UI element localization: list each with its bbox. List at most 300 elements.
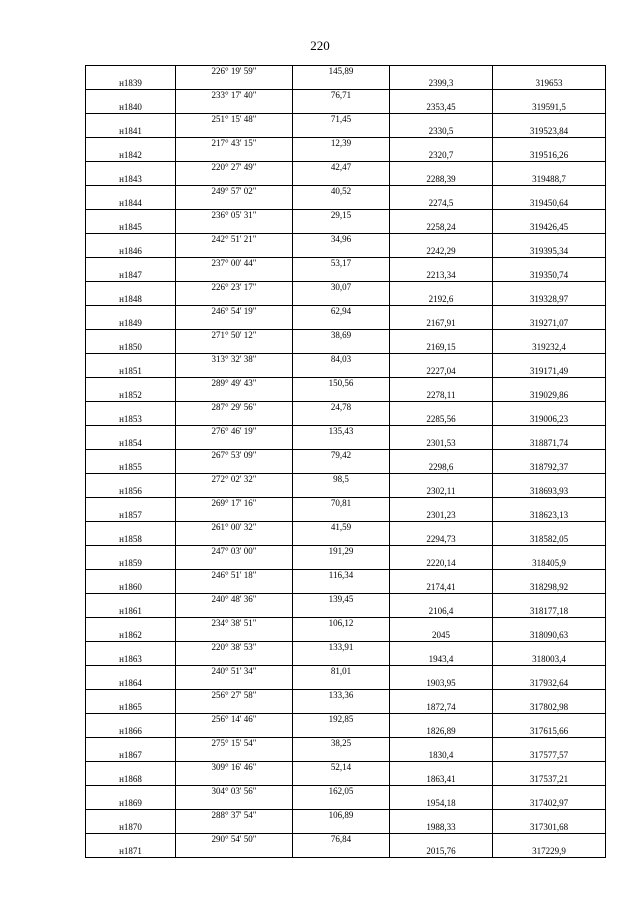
- y-coordinate-cell: [493, 762, 606, 774]
- x-coordinate-cell: [390, 354, 493, 366]
- point-cell: [86, 138, 176, 150]
- y-coordinate-cell: [493, 450, 606, 462]
- page-number: 220: [310, 38, 330, 53]
- x-coordinate-cell: [390, 306, 493, 318]
- length-cell: 70,81: [293, 498, 390, 510]
- length-cell: 106,89: [293, 810, 390, 822]
- table-row: [86, 414, 606, 426]
- length-cell: 38,69: [293, 330, 390, 342]
- length-cell: 192,85: [293, 714, 390, 726]
- point-cell: [86, 666, 176, 678]
- length-cell: [293, 510, 390, 522]
- point-cell: н1849: [86, 318, 176, 330]
- x-coordinate-cell: [390, 450, 493, 462]
- y-coordinate-cell: 319516,26: [493, 150, 606, 162]
- length-cell: 42,47: [293, 162, 390, 174]
- point-cell: н1852: [86, 390, 176, 402]
- y-coordinate-cell: 318090,63: [493, 630, 606, 642]
- x-coordinate-cell: [390, 162, 493, 174]
- table-row: [86, 558, 606, 570]
- angle-cell: 287° 29' 56": [176, 402, 293, 414]
- point-cell: н1867: [86, 750, 176, 762]
- x-coordinate-cell: 1863,41: [390, 774, 493, 786]
- length-cell: 30,07: [293, 282, 390, 294]
- x-coordinate-cell: 2274,5: [390, 198, 493, 210]
- length-cell: 135,43: [293, 426, 390, 438]
- y-coordinate-cell: [493, 234, 606, 246]
- y-coordinate-cell: 317932,64: [493, 678, 606, 690]
- angle-cell: 233° 17' 40": [176, 90, 293, 102]
- length-cell: 62,94: [293, 306, 390, 318]
- point-cell: н1848: [86, 294, 176, 306]
- x-coordinate-cell: [390, 426, 493, 438]
- table-row: [86, 378, 606, 390]
- x-coordinate-cell: 2045: [390, 630, 493, 642]
- x-coordinate-cell: [390, 498, 493, 510]
- length-cell: 41,59: [293, 522, 390, 534]
- table-row: [86, 234, 606, 246]
- point-cell: н1850: [86, 342, 176, 354]
- table-row: [86, 270, 606, 282]
- x-coordinate-cell: 2258,24: [390, 222, 493, 234]
- angle-cell: 313° 32' 38": [176, 354, 293, 366]
- table-row: [86, 90, 606, 102]
- x-coordinate-cell: [390, 690, 493, 702]
- angle-cell: 304° 03' 56": [176, 786, 293, 798]
- length-cell: [293, 270, 390, 282]
- table-row: [86, 198, 606, 210]
- table-row: [86, 222, 606, 234]
- angle-cell: [176, 126, 293, 138]
- x-coordinate-cell: [390, 114, 493, 126]
- point-cell: н1858: [86, 534, 176, 546]
- y-coordinate-cell: [493, 330, 606, 342]
- point-cell: н1860: [86, 582, 176, 594]
- angle-cell: [176, 510, 293, 522]
- length-cell: [293, 246, 390, 258]
- y-coordinate-cell: [493, 570, 606, 582]
- angle-cell: 240° 51' 34": [176, 666, 293, 678]
- angle-cell: [176, 606, 293, 618]
- angle-cell: 226° 19' 59": [176, 66, 293, 78]
- y-coordinate-cell: [493, 690, 606, 702]
- angle-cell: 271° 50' 12": [176, 330, 293, 342]
- y-coordinate-cell: [493, 258, 606, 270]
- table-row: [86, 426, 606, 438]
- table-row: [86, 450, 606, 462]
- x-coordinate-cell: [390, 594, 493, 606]
- length-cell: [293, 774, 390, 786]
- angle-cell: [176, 438, 293, 450]
- angle-cell: 226° 23' 17": [176, 282, 293, 294]
- length-cell: [293, 798, 390, 810]
- angle-cell: [176, 318, 293, 330]
- y-coordinate-cell: 317402,97: [493, 798, 606, 810]
- angle-cell: [176, 462, 293, 474]
- y-coordinate-cell: 318298,92: [493, 582, 606, 594]
- x-coordinate-cell: 2174,41: [390, 582, 493, 594]
- table-row: [86, 330, 606, 342]
- x-coordinate-cell: 2320,7: [390, 150, 493, 162]
- table-row: [86, 162, 606, 174]
- point-cell: [86, 426, 176, 438]
- point-cell: [86, 594, 176, 606]
- angle-cell: 275° 15' 54": [176, 738, 293, 750]
- x-coordinate-cell: 2220,14: [390, 558, 493, 570]
- point-cell: н1869: [86, 798, 176, 810]
- table-row: [86, 486, 606, 498]
- angle-cell: 290° 54' 50": [176, 834, 293, 846]
- length-cell: 139,45: [293, 594, 390, 606]
- x-coordinate-cell: [390, 330, 493, 342]
- y-coordinate-cell: 318582,05: [493, 534, 606, 546]
- angle-cell: [176, 654, 293, 666]
- point-cell: [86, 162, 176, 174]
- x-coordinate-cell: 2278,11: [390, 390, 493, 402]
- length-cell: [293, 198, 390, 210]
- table-row: [86, 294, 606, 306]
- angle-cell: 261° 00' 32": [176, 522, 293, 534]
- x-coordinate-cell: 2167,91: [390, 318, 493, 330]
- length-cell: 98,5: [293, 474, 390, 486]
- point-cell: [86, 282, 176, 294]
- x-coordinate-cell: [390, 378, 493, 390]
- x-coordinate-cell: 2106,4: [390, 606, 493, 618]
- length-cell: 24,78: [293, 402, 390, 414]
- y-coordinate-cell: 317802,98: [493, 702, 606, 714]
- table-row: [86, 822, 606, 834]
- angle-cell: [176, 486, 293, 498]
- x-coordinate-cell: 2288,39: [390, 174, 493, 186]
- table-row: [86, 438, 606, 450]
- table-row: [86, 714, 606, 726]
- table-row: [86, 798, 606, 810]
- length-cell: 162,05: [293, 786, 390, 798]
- y-coordinate-cell: 319171,49: [493, 366, 606, 378]
- x-coordinate-cell: [390, 258, 493, 270]
- length-cell: [293, 606, 390, 618]
- x-coordinate-cell: [390, 642, 493, 654]
- point-cell: [86, 522, 176, 534]
- table-row: [86, 66, 606, 78]
- table-row: [86, 750, 606, 762]
- angle-cell: 236° 05' 31": [176, 210, 293, 222]
- point-cell: [86, 618, 176, 630]
- table-row: [86, 246, 606, 258]
- y-coordinate-cell: 319232,4: [493, 342, 606, 354]
- length-cell: [293, 294, 390, 306]
- y-coordinate-cell: [493, 738, 606, 750]
- table-row: [86, 366, 606, 378]
- x-coordinate-cell: 2227,04: [390, 366, 493, 378]
- table-row: [86, 726, 606, 738]
- length-cell: [293, 318, 390, 330]
- length-cell: [293, 366, 390, 378]
- length-cell: 191,29: [293, 546, 390, 558]
- y-coordinate-cell: 318177,18: [493, 606, 606, 618]
- y-coordinate-cell: [493, 402, 606, 414]
- x-coordinate-cell: [390, 186, 493, 198]
- angle-cell: 256° 27' 58": [176, 690, 293, 702]
- table-row: [86, 306, 606, 318]
- y-coordinate-cell: 317229,9: [493, 846, 606, 858]
- point-cell: [86, 306, 176, 318]
- angle-cell: 217° 43' 15": [176, 138, 293, 150]
- y-coordinate-cell: [493, 522, 606, 534]
- table-row: [86, 606, 606, 618]
- x-coordinate-cell: 1903,95: [390, 678, 493, 690]
- x-coordinate-cell: 2015,76: [390, 846, 493, 858]
- length-cell: [293, 846, 390, 858]
- length-cell: [293, 702, 390, 714]
- length-cell: [293, 126, 390, 138]
- length-cell: [293, 390, 390, 402]
- x-coordinate-cell: [390, 474, 493, 486]
- table-row: [86, 114, 606, 126]
- point-cell: [86, 810, 176, 822]
- angle-cell: [176, 774, 293, 786]
- point-cell: н1871: [86, 846, 176, 858]
- x-coordinate-cell: 2285,56: [390, 414, 493, 426]
- point-cell: н1859: [86, 558, 176, 570]
- angle-cell: [176, 246, 293, 258]
- y-coordinate-cell: [493, 786, 606, 798]
- point-cell: [86, 450, 176, 462]
- table-row: [86, 678, 606, 690]
- table-row: [86, 738, 606, 750]
- point-cell: н1842: [86, 150, 176, 162]
- point-cell: н1868: [86, 774, 176, 786]
- y-coordinate-cell: 318693,93: [493, 486, 606, 498]
- table-row: [86, 594, 606, 606]
- angle-cell: 309° 16' 46": [176, 762, 293, 774]
- point-cell: н1844: [86, 198, 176, 210]
- point-cell: [86, 330, 176, 342]
- y-coordinate-cell: 319450,64: [493, 198, 606, 210]
- y-coordinate-cell: [493, 546, 606, 558]
- table-row: [86, 318, 606, 330]
- x-coordinate-cell: 1826,89: [390, 726, 493, 738]
- angle-cell: 267° 53' 09": [176, 450, 293, 462]
- y-coordinate-cell: 318623,13: [493, 510, 606, 522]
- table-row: [86, 666, 606, 678]
- table-row: [86, 282, 606, 294]
- angle-cell: [176, 726, 293, 738]
- angle-cell: 234° 38' 51": [176, 618, 293, 630]
- length-cell: 29,15: [293, 210, 390, 222]
- table-row: [86, 570, 606, 582]
- table-row: [86, 78, 606, 90]
- y-coordinate-cell: 318871,74: [493, 438, 606, 450]
- point-cell: н1843: [86, 174, 176, 186]
- x-coordinate-cell: [390, 786, 493, 798]
- y-coordinate-cell: [493, 186, 606, 198]
- y-coordinate-cell: [493, 282, 606, 294]
- angle-cell: [176, 342, 293, 354]
- x-coordinate-cell: [390, 618, 493, 630]
- table-row: [86, 534, 606, 546]
- point-cell: [86, 402, 176, 414]
- table-row: [86, 126, 606, 138]
- point-cell: н1864: [86, 678, 176, 690]
- x-coordinate-cell: [390, 570, 493, 582]
- point-cell: [86, 786, 176, 798]
- y-coordinate-cell: 319395,34: [493, 246, 606, 258]
- length-cell: [293, 78, 390, 90]
- length-cell: 76,84: [293, 834, 390, 846]
- table-row: [86, 474, 606, 486]
- y-coordinate-cell: 319653: [493, 78, 606, 90]
- point-cell: [86, 354, 176, 366]
- x-coordinate-cell: 1943,4: [390, 654, 493, 666]
- point-cell: [86, 738, 176, 750]
- table-row: [86, 642, 606, 654]
- y-coordinate-cell: 319426,45: [493, 222, 606, 234]
- table-row: [86, 498, 606, 510]
- x-coordinate-cell: 2301,53: [390, 438, 493, 450]
- y-coordinate-cell: [493, 498, 606, 510]
- point-cell: [86, 570, 176, 582]
- length-cell: [293, 222, 390, 234]
- x-coordinate-cell: 2294,73: [390, 534, 493, 546]
- coordinates-table: [85, 65, 606, 858]
- angle-cell: 220° 27' 49": [176, 162, 293, 174]
- length-cell: [293, 726, 390, 738]
- y-coordinate-cell: [493, 162, 606, 174]
- y-coordinate-cell: 317577,57: [493, 750, 606, 762]
- y-coordinate-cell: 319271,07: [493, 318, 606, 330]
- y-coordinate-cell: 319006,23: [493, 414, 606, 426]
- point-cell: н1851: [86, 366, 176, 378]
- point-cell: н1847: [86, 270, 176, 282]
- length-cell: [293, 654, 390, 666]
- table-row: [86, 510, 606, 522]
- y-coordinate-cell: 319029,86: [493, 390, 606, 402]
- point-cell: [86, 258, 176, 270]
- length-cell: [293, 750, 390, 762]
- point-cell: [86, 210, 176, 222]
- x-coordinate-cell: 1954,18: [390, 798, 493, 810]
- point-cell: н1861: [86, 606, 176, 618]
- y-coordinate-cell: 317537,21: [493, 774, 606, 786]
- angle-cell: [176, 222, 293, 234]
- point-cell: [86, 378, 176, 390]
- length-cell: [293, 342, 390, 354]
- length-cell: [293, 438, 390, 450]
- angle-cell: 269° 17' 16": [176, 498, 293, 510]
- table-row: [86, 690, 606, 702]
- point-cell: [86, 234, 176, 246]
- length-cell: 12,39: [293, 138, 390, 150]
- table-row: [86, 702, 606, 714]
- length-cell: 71,45: [293, 114, 390, 126]
- y-coordinate-cell: [493, 666, 606, 678]
- x-coordinate-cell: [390, 738, 493, 750]
- point-cell: [86, 834, 176, 846]
- x-coordinate-cell: [390, 810, 493, 822]
- table-row: [86, 546, 606, 558]
- length-cell: [293, 462, 390, 474]
- point-cell: [86, 714, 176, 726]
- table-row: [86, 846, 606, 858]
- x-coordinate-cell: 2169,15: [390, 342, 493, 354]
- table-row: [86, 354, 606, 366]
- length-cell: [293, 414, 390, 426]
- table-row: [86, 402, 606, 414]
- angle-cell: [176, 846, 293, 858]
- x-coordinate-cell: 2298,6: [390, 462, 493, 474]
- point-cell: [86, 186, 176, 198]
- point-cell: н1866: [86, 726, 176, 738]
- angle-cell: 289° 49' 43": [176, 378, 293, 390]
- length-cell: 133,91: [293, 642, 390, 654]
- x-coordinate-cell: 2353,45: [390, 102, 493, 114]
- y-coordinate-cell: [493, 834, 606, 846]
- x-coordinate-cell: [390, 834, 493, 846]
- point-cell: н1856: [86, 486, 176, 498]
- length-cell: [293, 678, 390, 690]
- length-cell: [293, 630, 390, 642]
- angle-cell: [176, 174, 293, 186]
- table-row: [86, 342, 606, 354]
- angle-cell: 247° 03' 00": [176, 546, 293, 558]
- y-coordinate-cell: [493, 642, 606, 654]
- x-coordinate-cell: [390, 402, 493, 414]
- x-coordinate-cell: 2242,29: [390, 246, 493, 258]
- length-cell: [293, 102, 390, 114]
- length-cell: 81,01: [293, 666, 390, 678]
- point-cell: [86, 690, 176, 702]
- angle-cell: 237° 00' 44": [176, 258, 293, 270]
- angle-cell: [176, 150, 293, 162]
- angle-cell: [176, 294, 293, 306]
- y-coordinate-cell: [493, 714, 606, 726]
- point-cell: н1855: [86, 462, 176, 474]
- x-coordinate-cell: [390, 666, 493, 678]
- x-coordinate-cell: [390, 282, 493, 294]
- angle-cell: 288° 37' 54": [176, 810, 293, 822]
- table-row: [86, 210, 606, 222]
- y-coordinate-cell: [493, 90, 606, 102]
- angle-cell: [176, 414, 293, 426]
- point-cell: н1840: [86, 102, 176, 114]
- length-cell: 53,17: [293, 258, 390, 270]
- angle-cell: 242° 51' 21": [176, 234, 293, 246]
- angle-cell: [176, 822, 293, 834]
- angle-cell: 220° 38' 53": [176, 642, 293, 654]
- point-cell: [86, 474, 176, 486]
- length-cell: 34,96: [293, 234, 390, 246]
- x-coordinate-cell: 2399,3: [390, 78, 493, 90]
- length-cell: 106,12: [293, 618, 390, 630]
- x-coordinate-cell: [390, 210, 493, 222]
- angle-cell: [176, 366, 293, 378]
- point-cell: н1853: [86, 414, 176, 426]
- length-cell: [293, 174, 390, 186]
- x-coordinate-cell: [390, 522, 493, 534]
- length-cell: 145,89: [293, 66, 390, 78]
- y-coordinate-cell: 319591,5: [493, 102, 606, 114]
- y-coordinate-cell: 319350,74: [493, 270, 606, 282]
- x-coordinate-cell: [390, 234, 493, 246]
- point-cell: [86, 642, 176, 654]
- point-cell: н1857: [86, 510, 176, 522]
- x-coordinate-cell: [390, 762, 493, 774]
- table-row: [86, 582, 606, 594]
- x-coordinate-cell: [390, 138, 493, 150]
- table-row: [86, 258, 606, 270]
- y-coordinate-cell: 318792,37: [493, 462, 606, 474]
